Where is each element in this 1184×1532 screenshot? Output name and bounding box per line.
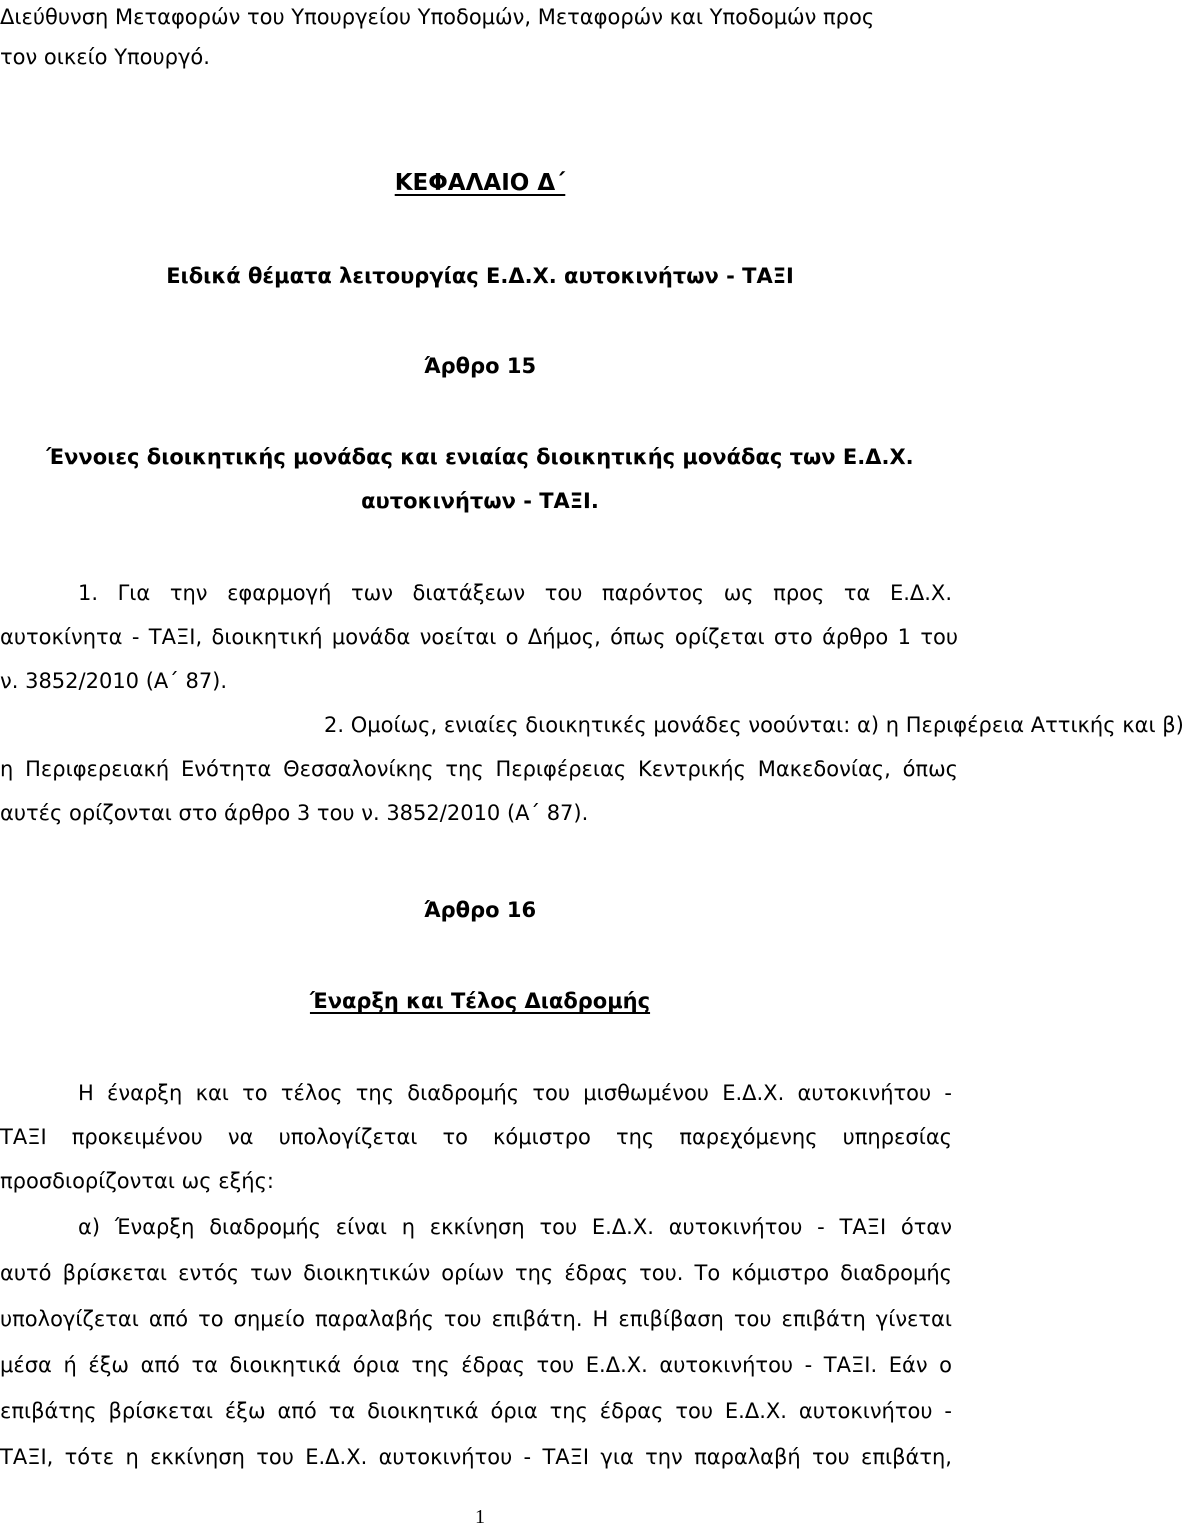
article-15-title-line-1: Έννοιες διοικητικής μονάδας και ενιαίας διοικητικής μονάδας των Ε.Δ.Χ. (46, 445, 914, 469)
intro-line-2: τον οικείο Υπουργό. (0, 45, 210, 69)
article-16-paragraph-1-line-3: προσδιορίζονται ως εξής: (0, 1169, 274, 1193)
article-16-paragraph-1-line-1: Η έναρξη και το τέλος της διαδρομής του μισθωμένου Ε.Δ.Χ. αυτοκινήτου - (78, 1081, 952, 1105)
article-16-paragraph-a-line-5: επιβάτης βρίσκεται έξω από τα διοικητικά όρια της έδρας του Ε.Δ.Χ. αυτοκινήτου - (0, 1399, 952, 1423)
chapter-subtitle: Ειδικά θέματα λειτουργίας Ε.Δ.Χ. αυτοκινήτων - ΤΑΞΙ (166, 264, 794, 288)
article-15-heading: Άρθρο 15 (423, 354, 537, 378)
article-15-title-line-2: αυτοκινήτων - ΤΑΞΙ. (361, 489, 599, 513)
article-16-title: Έναρξη και Τέλος Διαδρομής (309, 989, 651, 1013)
chapter-title: ΚΕΦΑΛΑΙΟ Δ΄ (394, 170, 566, 196)
article-16-paragraph-a-line-6: ΤΑΞΙ, τότε η εκκίνηση του Ε.Δ.Χ. αυτοκινήτου - ΤΑΞΙ για την παραλαβή του επιβάτη, (0, 1445, 952, 1469)
article-16-heading: Άρθρο 16 (423, 898, 537, 922)
article-15-paragraph-1-line-2: αυτοκίνητα - ΤΑΞΙ, διοικητική μονάδα νοείται ο Δήμος, όπως ορίζεται στο άρθρο 1 του (0, 625, 958, 649)
intro-line-1: Διεύθυνση Μεταφορών του Υπουργείου Υποδομών, Μεταφορών και Υποδομών προς (0, 5, 875, 29)
article-15-paragraph-1-line-3: ν. 3852/2010 (Α΄ 87). (0, 669, 228, 693)
article-15-paragraph-2-line-1: 2. Ομοίως, ενιαίες διοικητικές μονάδες νοούνται: α) η Περιφέρεια Αττικής και β) (324, 713, 1184, 737)
article-16-paragraph-a-line-4: μέσα ή έξω από τα διοικητικά όρια της έδρας του Ε.Δ.Χ. αυτοκινήτου - ΤΑΞΙ. Εάν ο (0, 1353, 952, 1377)
article-15-paragraph-1-line-1: 1. Για την εφαρμογή των διατάξεων του παρόντος ως προς τα Ε.Δ.Χ. (78, 581, 952, 605)
article-15-paragraph-2-line-2: η Περιφερειακή Ενότητα Θεσσαλονίκης της Περιφέρειας Κεντρικής Μακεδονίας, όπως (0, 757, 958, 781)
article-16-paragraph-a-line-1: α) Έναρξη διαδρομής είναι η εκκίνηση του Ε.Δ.Χ. αυτοκινήτου - ΤΑΞΙ όταν (78, 1215, 952, 1239)
article-16-paragraph-a-line-2: αυτό βρίσκεται εντός των διοικητικών ορίων της έδρας του. Το κόμιστρο διαδρομής (0, 1261, 952, 1285)
page-number: 1 (475, 1506, 485, 1528)
article-15-paragraph-2-line-3: αυτές ορίζονται στο άρθρο 3 του ν. 3852/2010 (Α΄ 87). (0, 801, 589, 825)
article-16-paragraph-1-line-2: ΤΑΞΙ προκειμένου να υπολογίζεται το κόμιστρο της παρεχόμενης υπηρεσίας (0, 1125, 952, 1149)
article-16-paragraph-a-line-3: υπολογίζεται από το σημείο παραλαβής του επιβάτη. Η επιβίβαση του επιβάτη γίνεται (0, 1307, 952, 1331)
